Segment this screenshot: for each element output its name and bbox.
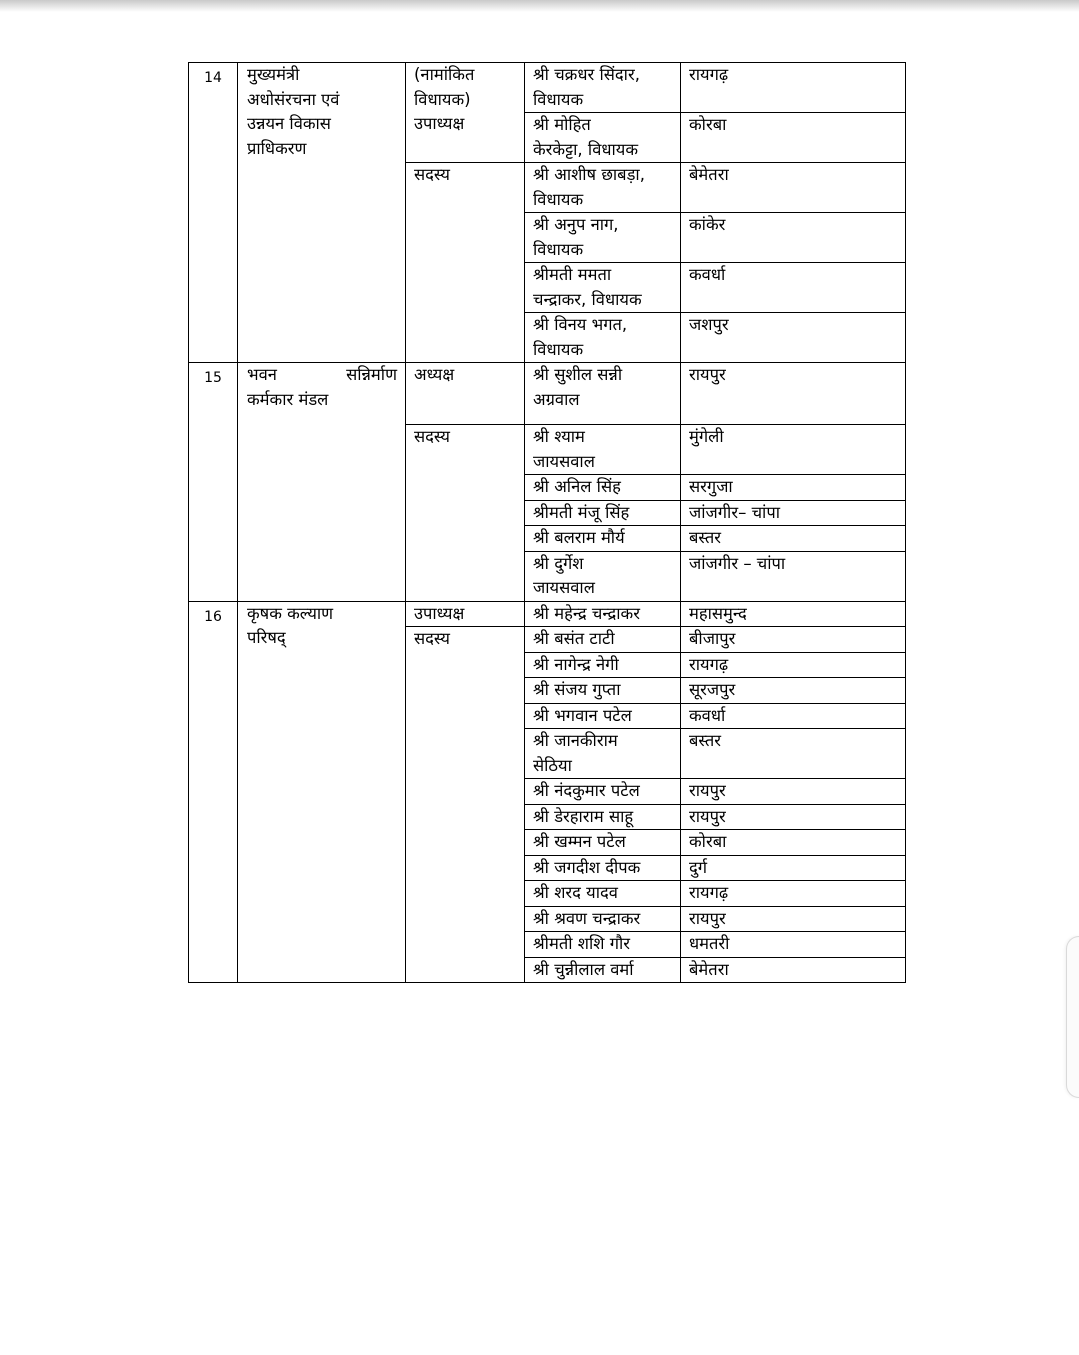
member-name-line: श्री सुशील सन्नी xyxy=(533,365,623,384)
member-name-line: श्री नंदकुमार पटेल xyxy=(533,781,640,800)
member-name-line: श्री महेन्द्र चन्द्राकर xyxy=(533,603,640,623)
member-name xyxy=(525,881,681,907)
member-name-line: श्रीमती ममता xyxy=(533,265,612,284)
district: बेमेतरा xyxy=(681,957,906,983)
side-panel-handle[interactable] xyxy=(1066,936,1079,1098)
district: बस्तर xyxy=(681,526,906,552)
designation xyxy=(406,627,525,983)
designation-line: (नामांकित xyxy=(414,65,475,84)
member-name xyxy=(525,313,681,363)
district: सरगुजा xyxy=(681,475,906,501)
district: कांकेर xyxy=(681,213,906,263)
designation-line: विधायक) xyxy=(414,89,471,109)
member-name xyxy=(525,627,681,653)
member-name xyxy=(525,830,681,856)
member-name-line: श्री दुर्गेश xyxy=(533,553,584,573)
member-name-line: श्री आशीष छाबड़ा, xyxy=(533,165,645,184)
district: बेमेतरा xyxy=(681,163,906,213)
member-name-line: श्री बसंत टाटी xyxy=(533,629,615,648)
table-row xyxy=(189,601,906,627)
member-name-line: अग्रवाल xyxy=(533,389,580,409)
member-name-line: विधायक xyxy=(533,89,584,109)
member-name xyxy=(525,363,681,425)
member-name xyxy=(525,957,681,983)
member-name-line: विधायक xyxy=(533,339,584,359)
member-name xyxy=(525,425,681,475)
district: कोरबा xyxy=(681,113,906,163)
member-name xyxy=(525,551,681,601)
designation-line: उपाध्यक्ष xyxy=(414,114,465,133)
designation xyxy=(406,163,525,363)
member-name-line: श्रीमती मंजू सिंह xyxy=(533,502,630,522)
member-name-line: श्रीमती शशि गौर xyxy=(533,934,631,953)
serial-number: 16 xyxy=(189,601,238,983)
district: रायपुर xyxy=(681,906,906,932)
member-name-line: श्री भगवान पटेल xyxy=(533,705,632,725)
member-name xyxy=(525,855,681,881)
member-name xyxy=(525,601,681,627)
designation-line: सदस्य xyxy=(414,629,450,648)
member-name xyxy=(525,804,681,830)
member-name xyxy=(525,163,681,213)
district: रायपुर xyxy=(681,363,906,425)
organization-line: कर्मकार मंडल xyxy=(247,389,329,409)
table-row xyxy=(189,63,906,113)
member-name-line: श्री चुन्नीलाल वर्मा xyxy=(533,959,634,979)
designation xyxy=(406,363,525,425)
top-edge-shadow xyxy=(0,0,1079,12)
serial-number: 15 xyxy=(189,363,238,602)
district: रायपुर xyxy=(681,804,906,830)
district: रायगढ़ xyxy=(681,63,906,113)
member-name xyxy=(525,113,681,163)
designation xyxy=(406,601,525,627)
member-name-line: जायसवाल xyxy=(533,578,595,597)
district: जशपुर xyxy=(681,313,906,363)
district: बीजापुर xyxy=(681,627,906,653)
designation xyxy=(406,425,525,602)
district: दुर्ग xyxy=(681,855,906,881)
district: जांजगीर – चांपा xyxy=(681,551,906,601)
district: मुंगेली xyxy=(681,425,906,475)
designation-line: सदस्य xyxy=(414,427,450,446)
designation-line: अध्यक्ष xyxy=(414,365,455,384)
member-name-line: श्री जानकीराम xyxy=(533,731,618,750)
district: रायगढ़ xyxy=(681,881,906,907)
member-name xyxy=(525,703,681,729)
member-name xyxy=(525,779,681,805)
member-name-line: श्री श्रवण चन्द्राकर xyxy=(533,908,641,928)
member-name-line: श्री नागेन्द्र नेगी xyxy=(533,654,619,674)
member-name xyxy=(525,63,681,113)
member-name-line: श्री शरद यादव xyxy=(533,883,618,902)
organization-line: मुख्यमंत्री xyxy=(247,65,300,84)
organization-name xyxy=(238,363,406,602)
member-name xyxy=(525,475,681,501)
member-name-line: श्री जगदीश दीपक xyxy=(533,857,641,877)
member-name xyxy=(525,932,681,958)
designation xyxy=(406,63,525,163)
member-name-line: विधायक xyxy=(533,189,584,209)
organization-line: अधोसंरचना एवं xyxy=(247,89,340,109)
member-name-line: केरकेट्टा, विधायक xyxy=(533,139,639,159)
member-name-line: श्री खम्मन पटेल xyxy=(533,832,626,851)
member-name-line: श्री मोहित xyxy=(533,115,591,134)
table-body xyxy=(189,63,906,983)
member-name xyxy=(525,500,681,526)
organization-name xyxy=(238,601,406,983)
table-row xyxy=(189,363,906,425)
organization-word: सन्निर्माण xyxy=(346,365,397,384)
organization-line: परिषद् xyxy=(247,628,286,647)
member-name-line: श्री श्याम xyxy=(533,427,585,446)
member-name xyxy=(525,526,681,552)
member-name-line: श्री अनिल सिंह xyxy=(533,477,621,496)
member-name-line: श्री अनुप नाग, xyxy=(533,215,619,234)
member-name-line: श्री चक्रधर सिंदार, xyxy=(533,65,640,84)
district: सूरजपुर xyxy=(681,678,906,704)
member-name-line: विधायक xyxy=(533,239,584,259)
member-name xyxy=(525,678,681,704)
member-name xyxy=(525,213,681,263)
member-name-line: श्री बलराम मौर्य xyxy=(533,528,625,547)
member-name xyxy=(525,263,681,313)
member-name xyxy=(525,906,681,932)
designation-line: उपाध्यक्ष xyxy=(414,603,465,623)
district: जांजगीर– चांपा xyxy=(681,500,906,526)
district: धमतरी xyxy=(681,932,906,958)
member-name xyxy=(525,729,681,779)
member-name-line: श्री विनय भगत, xyxy=(533,315,628,334)
member-name-line: सेठिया xyxy=(533,755,572,775)
organization-name xyxy=(238,63,406,363)
district: रायगढ़ xyxy=(681,652,906,678)
member-name-line: चन्द्राकर, विधायक xyxy=(533,289,642,309)
organization-line: उन्नयन विकास xyxy=(247,114,331,133)
organization-word: भवन xyxy=(247,365,277,384)
serial-number: 14 xyxy=(189,63,238,363)
district: महासमुन्द xyxy=(681,601,906,627)
member-name-line: जायसवाल xyxy=(533,451,595,471)
organization-line: प्राधिकरण xyxy=(247,138,307,158)
district: रायपुर xyxy=(681,779,906,805)
member-name-line: श्री डेरहाराम साहू xyxy=(533,806,634,826)
district: कवर्धा xyxy=(681,703,906,729)
member-name-line: श्री संजय गुप्ता xyxy=(533,680,621,699)
designation-line: सदस्य xyxy=(414,165,450,184)
document-page xyxy=(188,62,906,983)
appointments-table xyxy=(188,62,906,983)
organization-line-justified xyxy=(247,363,397,388)
district: कवर्धा xyxy=(681,263,906,313)
district: कोरबा xyxy=(681,830,906,856)
organization-line: कृषक कल्याण xyxy=(247,603,334,623)
member-name xyxy=(525,652,681,678)
district: बस्तर xyxy=(681,729,906,779)
